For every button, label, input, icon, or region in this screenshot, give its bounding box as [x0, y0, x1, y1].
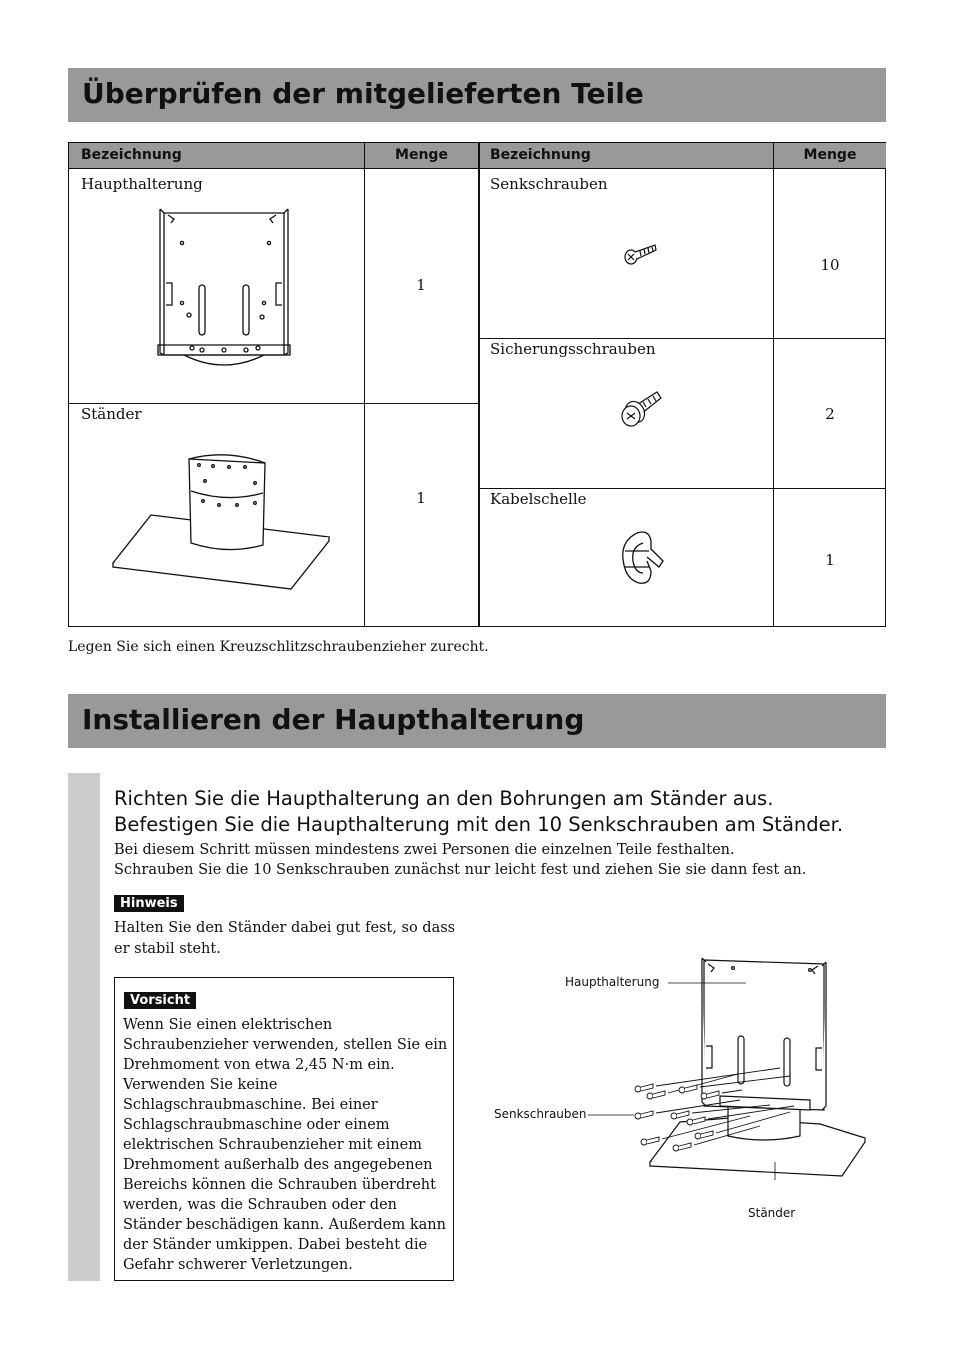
tool-note: Legen Sie sich einen Kreuzschlitzschraubenzieher zurecht.	[68, 639, 489, 655]
header-label: Bezeichnung	[490, 147, 591, 163]
step-body-line2: Schrauben Sie die 10 Senkschrauben zunächst nur leicht fest und ziehen Sie sie dann fest an.	[114, 862, 807, 878]
diagram-label-stand: Ständer	[748, 1206, 796, 1220]
wall-bracket-icon	[154, 205, 294, 370]
part-qty-cable-clamp: 1	[825, 551, 835, 569]
security-screw-icon	[617, 388, 665, 432]
part-name-cable-clamp: Kabelschelle	[490, 490, 587, 508]
header-label: Bezeichnung	[81, 147, 182, 163]
diagram-label-bracket: Haupthalterung	[565, 975, 660, 989]
caution-text: Wenn Sie einen elektrischen Schraubenzieher verwenden, stellen Sie ein Drehmoment von etwa 2,45 N·m ein. Verwenden Sie keine Schlagschraubmaschine. Bei einer Schlagschraubmaschine oder einem elektrischen Schraubenzieher mit einem Drehmoment außerhalb des angegebenen Bereichs können die Schrauben überdreht werden, was die Schrauben oder den Ständer beschädigen kann. Außerdem kann der Ständer umkippen. Dabei besteht die Gefahr schwerer Verletzungen.	[123, 1017, 448, 1273]
step-heading	[114, 786, 914, 838]
table-header-name-right	[479, 143, 773, 168]
cable-clamp-icon	[617, 527, 667, 589]
table-header-qty-left: Menge	[365, 143, 478, 168]
divider	[69, 403, 478, 404]
divider	[69, 168, 885, 169]
part-name-bracket: Haupthalterung	[81, 175, 203, 193]
table-header-name-left	[69, 143, 364, 168]
hinweis-label: Hinweis	[114, 895, 184, 912]
part-name-screw: Senkschrauben	[490, 175, 608, 193]
screw-icon	[622, 239, 658, 269]
section-header-install	[68, 694, 886, 748]
part-name-security-screw: Sicherungsschrauben	[490, 340, 656, 358]
step-sidebar-bar	[68, 773, 100, 1281]
parts-table	[68, 142, 886, 627]
step-heading-line2: Befestigen Sie die Haupthalterung mit den 10 Senkschrauben am Ständer.	[114, 813, 844, 836]
divider	[364, 143, 365, 626]
section-title-parts: Überprüfen der mitgelieferten Teile	[82, 77, 644, 110]
assembly-diagram	[580, 950, 870, 1180]
divider	[479, 488, 885, 489]
section-title-install: Installieren der Haupthalterung	[82, 703, 585, 736]
step-body-line1: Bei diesem Schritt müssen mindestens zwei Personen die einzelnen Teile festhalten.	[114, 842, 735, 858]
step-heading-line1: Richten Sie die Haupthalterung an den Bohrungen am Ständer aus.	[114, 787, 774, 810]
vorsicht-label: Vorsicht	[124, 992, 196, 1009]
part-qty-security-screw: 2	[825, 405, 835, 423]
part-qty-stand: 1	[416, 489, 426, 507]
divider	[479, 338, 885, 339]
diagram-label-screws: Senkschrauben	[494, 1107, 587, 1121]
stand-icon	[109, 451, 334, 591]
section-header-parts	[68, 68, 886, 122]
step-body	[114, 840, 874, 880]
part-qty-screw: 10	[820, 256, 840, 274]
divider	[478, 143, 480, 626]
caution-box	[114, 977, 454, 1281]
part-name-stand: Ständer	[81, 405, 142, 423]
table-header-qty-right: Menge	[774, 143, 886, 168]
part-qty-bracket: 1	[416, 276, 426, 294]
hinweis-text: Halten Sie den Ständer dabei gut fest, so dass er stabil steht.	[114, 920, 456, 957]
